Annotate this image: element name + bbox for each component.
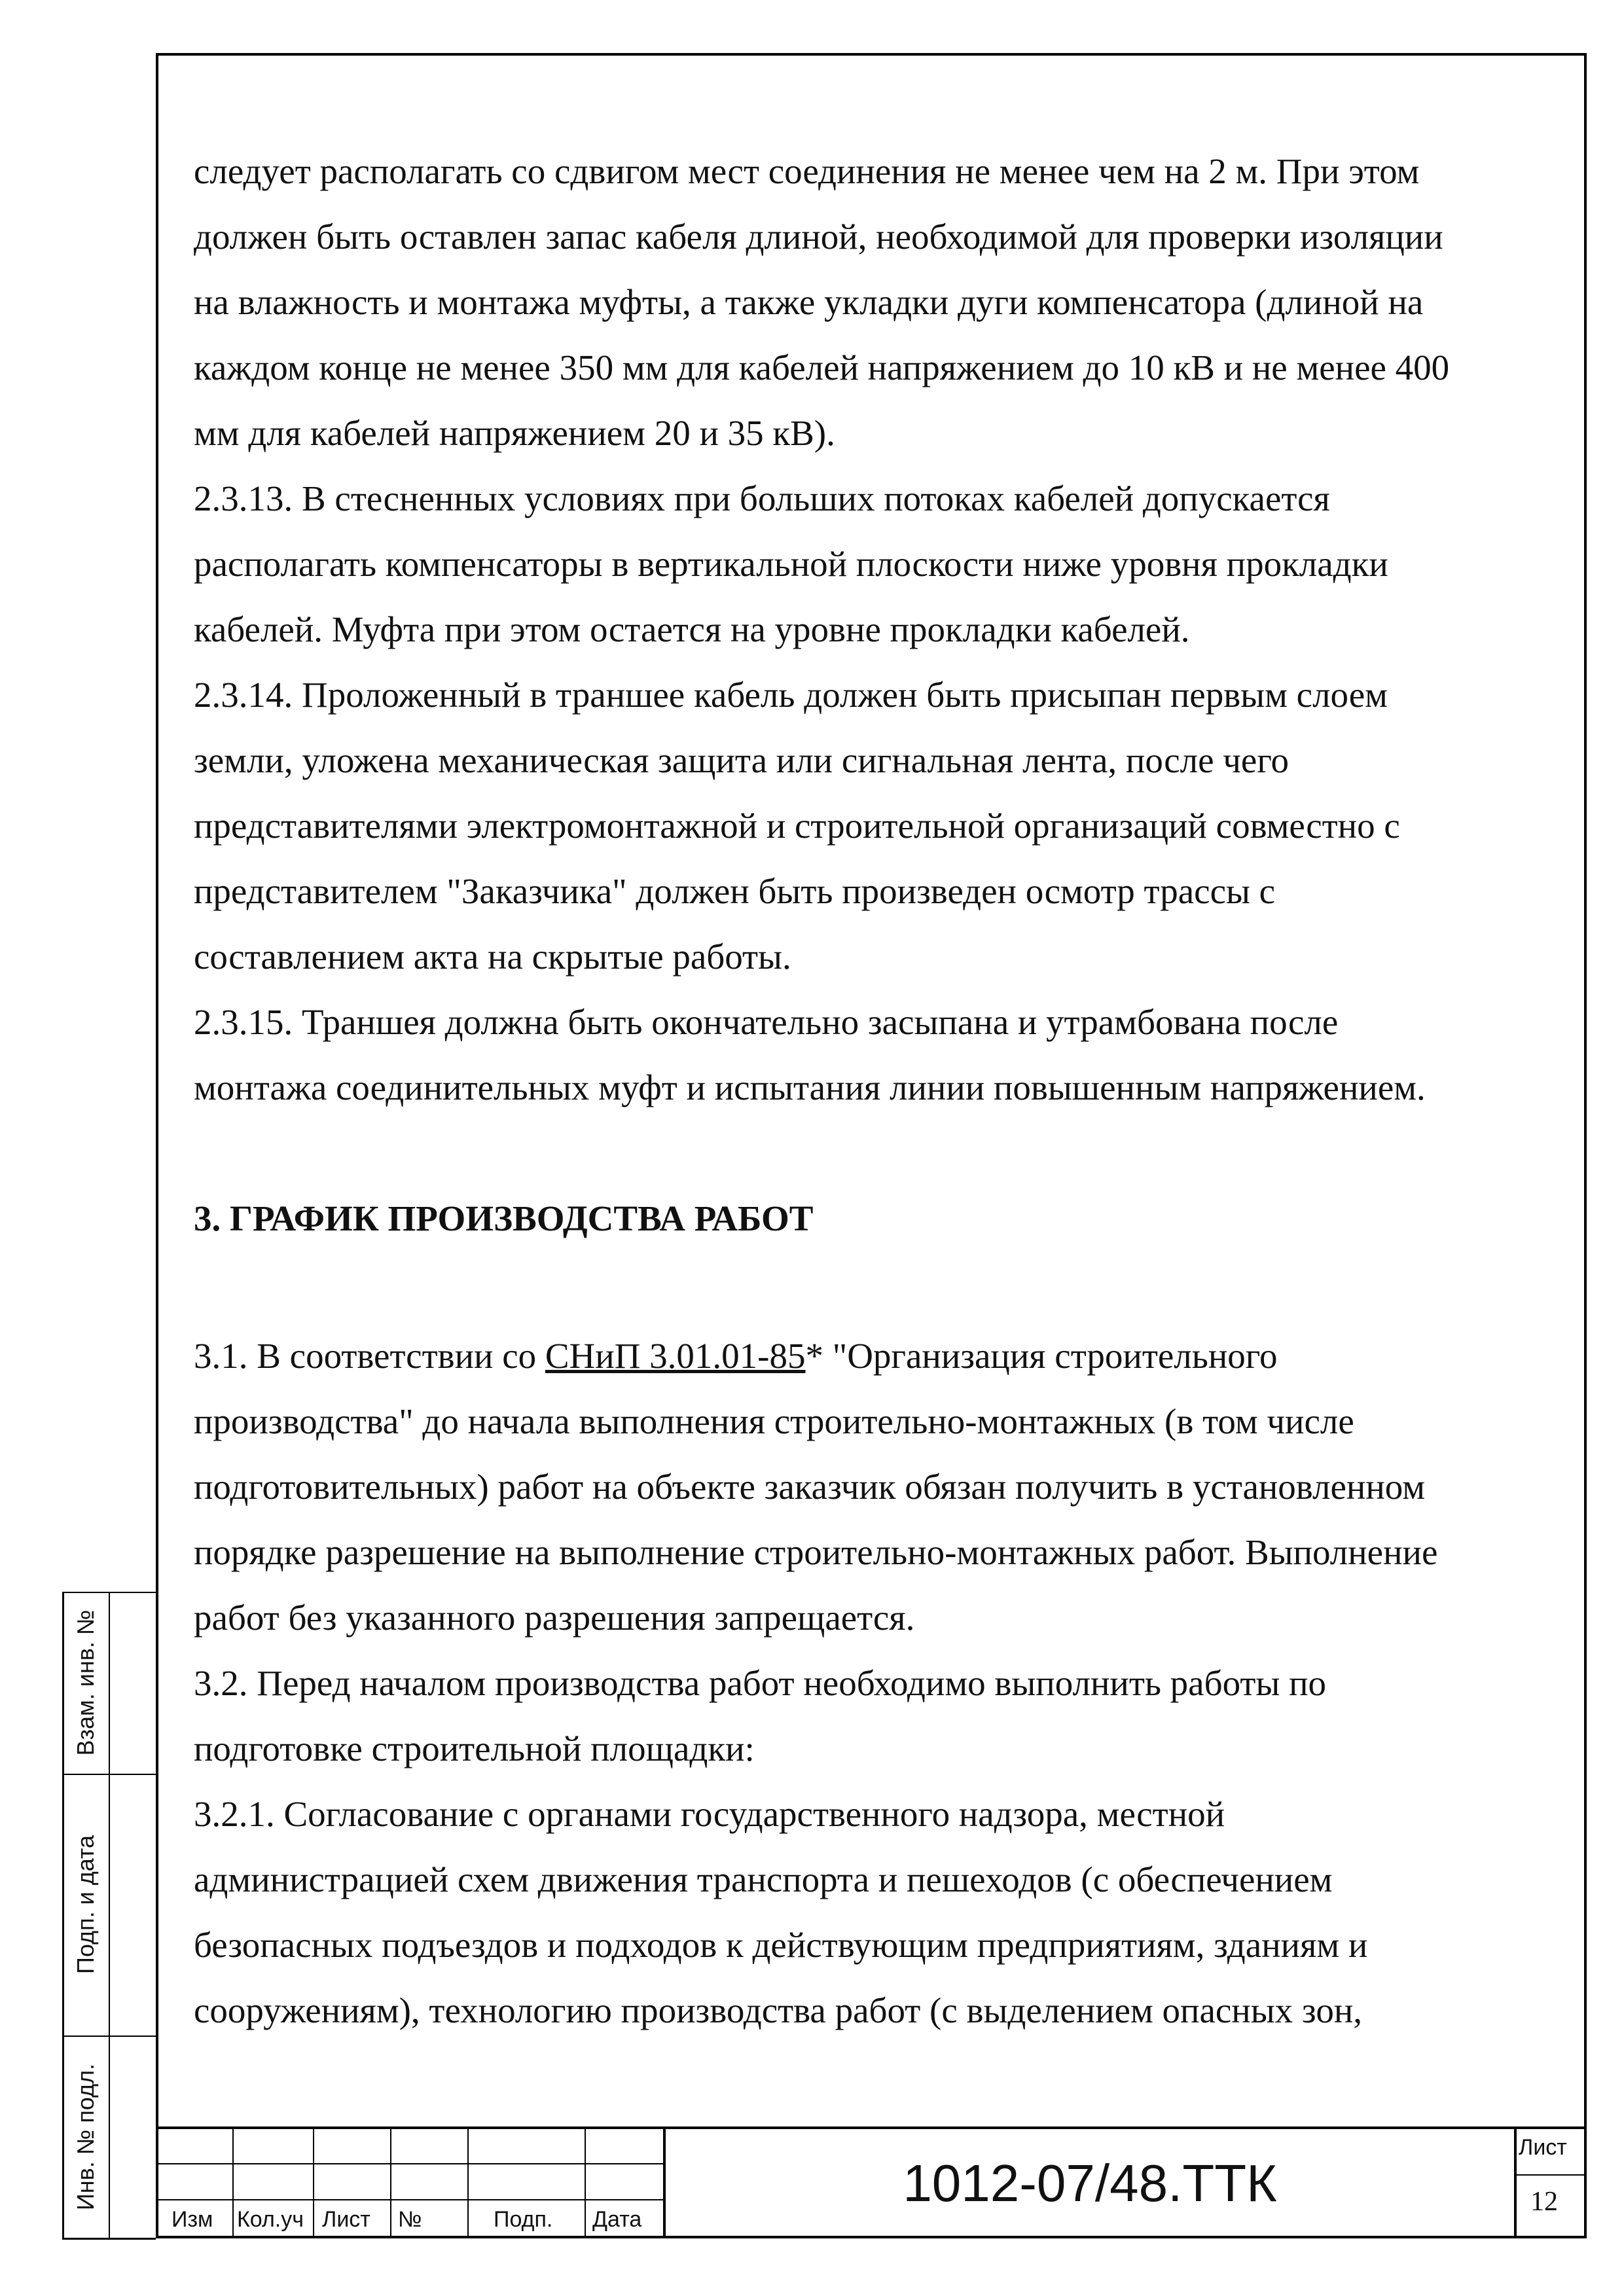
side-outer-line xyxy=(62,1592,64,2238)
body-line: должен быть оставлен запас кабеля длиной, необходимой для проверки изоляции xyxy=(194,217,1443,257)
section-31-suffix: * "Организация строительного xyxy=(805,1336,1278,1376)
body-line: работ без указанного разрешения запрещается. xyxy=(194,1598,915,1638)
stamp-col-izm: Изм xyxy=(171,2207,213,2232)
body-line xyxy=(194,1335,1277,1376)
side-inner-line xyxy=(109,1592,110,2238)
side-row-line xyxy=(62,2238,156,2240)
side-row-line xyxy=(62,1774,156,1775)
stamp-col-line xyxy=(390,2128,391,2238)
side-label-inv-podl: Инв. № подл. xyxy=(72,2063,99,2211)
stamp-col-kol-uch: Кол.уч xyxy=(237,2207,304,2232)
stamp-col-line xyxy=(585,2128,586,2238)
body-line: 2.3.15. Траншея должна быть окончательно засыпана и утрамбована после xyxy=(194,1002,1339,1042)
stamp-sheet-line xyxy=(1514,2174,1587,2176)
sheet-label: Лист xyxy=(1519,2135,1567,2160)
stamp-col-list: Лист xyxy=(322,2207,370,2232)
body-line: представителем "Заказчика" должен быть произведен осмотр трассы с xyxy=(194,871,1276,911)
section-31-prefix: 3.1. В соответствии со xyxy=(194,1336,545,1376)
side-label-vzam-inv: Взам. инв. № xyxy=(72,1609,99,1756)
body-line: производства" до начала выполнения строительно-монтажных (в том числе xyxy=(194,1401,1354,1441)
stamp-col-line xyxy=(232,2128,234,2238)
body-line: кабелей. Муфта при этом остается на уровне прокладки кабелей. xyxy=(194,609,1190,649)
side-row-line xyxy=(62,1592,156,1593)
body-line: сооружениям), технологию производства работ (с выделением опасных зон, xyxy=(194,1990,1363,2030)
document-number: 1012-07/48.ТТК xyxy=(903,2153,1277,2212)
stamp-col-line xyxy=(313,2128,314,2238)
body-line: безопасных подъездов и подходов к действующим предприятиям, зданиям и xyxy=(194,1925,1368,1965)
body-line: администрацией схем движения транспорта и пешеходов (с обеспечением xyxy=(194,1859,1333,1899)
sheet-number: 12 xyxy=(1530,2187,1558,2217)
body-line: 2.3.13. В стесненных условиях при больших потоках кабелей допускается xyxy=(194,478,1330,518)
stamp-col-date: Дата xyxy=(592,2207,642,2232)
body-line: земли, уложена механическая защита или сигнальная лента, после чего xyxy=(194,740,1290,780)
body-line: составлением акта на скрытые работы. xyxy=(194,937,791,977)
side-row-line xyxy=(62,2036,156,2037)
body-line: подготовительных) работ на объекте заказчик обязан получить в установленном xyxy=(194,1467,1426,1507)
body-line: на влажность и монтажа муфты, а также укладки дуги компенсатора (длиной на xyxy=(194,282,1424,322)
body-line: монтажа соединительных муфт и испытания линии повышенным напряжением. xyxy=(194,1067,1426,1107)
body-line: 2.3.14. Проложенный в траншее кабель должен быть присыпан первым слоем xyxy=(194,675,1388,715)
section-heading: 3. ГРАФИК ПРОИЗВОДСТВА РАБОТ xyxy=(194,1198,814,1238)
snip-link[interactable]: СНиП 3.01.01-85 xyxy=(545,1336,806,1376)
body-line: мм для кабелей напряжением 20 и 35 кВ). xyxy=(194,413,835,453)
body-line: каждом конце не менее 350 мм для кабелей напряжением до 10 кВ и не менее 400 xyxy=(194,348,1450,387)
body-line: порядке разрешение на выполнение строительно-монтажных работ. Выполнение xyxy=(194,1532,1438,1572)
stamp-col-number: № xyxy=(398,2207,422,2232)
body-line: подготовке строительной площадки: xyxy=(194,1729,755,1768)
side-label-podp-data: Подп. и дата xyxy=(72,1835,99,1975)
stamp-col-podp: Подп. xyxy=(494,2207,553,2232)
body-line: 3.2. Перед началом производства работ необходимо выполнить работы по xyxy=(194,1663,1327,1703)
stamp-col-line xyxy=(467,2128,469,2238)
body-line: следует располагать со сдвигом мест соединения не менее чем на 2 м. При этом xyxy=(194,151,1420,191)
body-line: 3.2.1. Согласование с органами государственного надзора, местной xyxy=(194,1794,1225,1834)
body-line: представителями электромонтажной и строительной организаций совместно с xyxy=(194,806,1400,846)
body-line: располагать компенсаторы в вертикальной плоскости ниже уровня прокладки xyxy=(194,544,1388,584)
